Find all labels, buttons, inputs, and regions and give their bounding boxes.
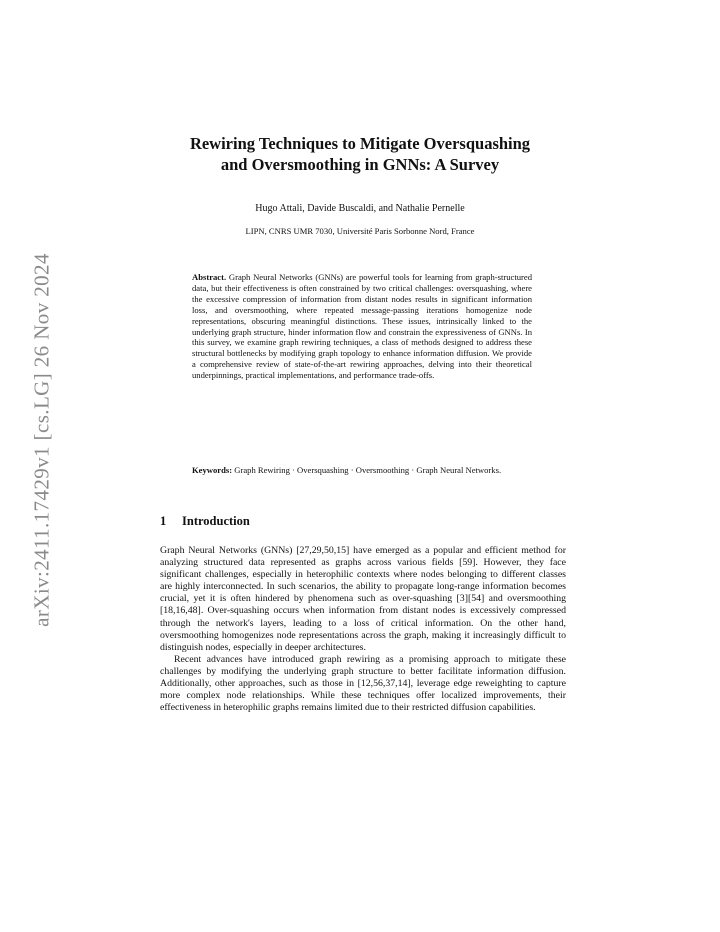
author-list: Hugo Attali, Davide Buscaldi, and Nathalie Pernelle [255,203,465,214]
keywords-text: Graph Rewiring · Oversquashing · Oversmoothing · Graph Neural Networks. [234,465,502,475]
keywords-label: Keywords: [192,465,233,475]
body-paragraph: Recent advances have introduced graph rewiring as a promising approach to mitigate these challenges by modifying the underlying graph structure to better facilitate information diffusion. Additionally, other approaches, such as those in [12,56,37,14], leverage edge reweighting to capture more complex node relationships. While these techniques offer localized improvements, their effectiveness in heterophilic graphs remains limited due to their restricted diffusion capabilities. [160,653,566,714]
affiliation: LIPN, CNRS UMR 7030, Université Paris Sorbonne Nord, France [245,226,475,236]
abstract [192,272,532,381]
body-paragraph: Graph Neural Networks (GNNs) [27,29,50,15] have emerged as a popular and efficient method for analyzing structured data represented as graphs across various fields [59]. However, they face significant challenges, especially in heterophilic contexts where nodes belonging to different classes are highly interconnected. In such scenarios, the ability to propagate long-range information becomes crucial, yet it is often hindered by phenomena such as over-squashing [3][54] and oversmoothing [18,16,48]. Over-squashing occurs when information from distant nodes is excessively compressed through the network's layers, leading to a loss of critical information. On the other hand, oversmoothing homogenizes node representations across the graph, making it increasingly difficult to distinguish nodes, especially in deeper architectures. [160,545,566,653]
abstract-label: Abstract. [192,272,227,282]
section-title: Introduction [182,514,250,528]
section-heading [160,514,250,529]
section-number: 1 [160,514,167,528]
paper-title [150,133,570,175]
keywords [192,465,532,476]
paper-title-line-2: and Oversmoothing in GNNs: A Survey [220,155,500,174]
abstract-text: Graph Neural Networks (GNNs) are powerful tools for learning from graph-structured data, but their effectiveness is often constrained by two critical challenges: oversquashing, where the excessive compression of information from distant nodes results in significant information loss, and oversmoothing, where repeated message-passing iterations homogenize node representations, obscuring meaningful distinctions. These issues, intrinsically linked to the underlying graph structure, hinder information flow and constrain the expressiveness of GNNs. In this survey, we examine graph rewiring techniques, a class of methods designed to address these structural bottlenecks by modifying graph topology to enhance information diffusion. We provide a comprehensive review of state-of-the-art rewiring approaches, delving into their theoretical underpinnings, practical implementations, and performance trade-offs. [192,272,532,381]
section-body [160,545,566,714]
paper-title-line-1: Rewiring Techniques to Mitigate Oversquashing [189,134,531,153]
arxiv-identifier-stamp: arXiv:2411.17429v1 [cs.LG] 26 Nov 2024 [29,253,54,627]
